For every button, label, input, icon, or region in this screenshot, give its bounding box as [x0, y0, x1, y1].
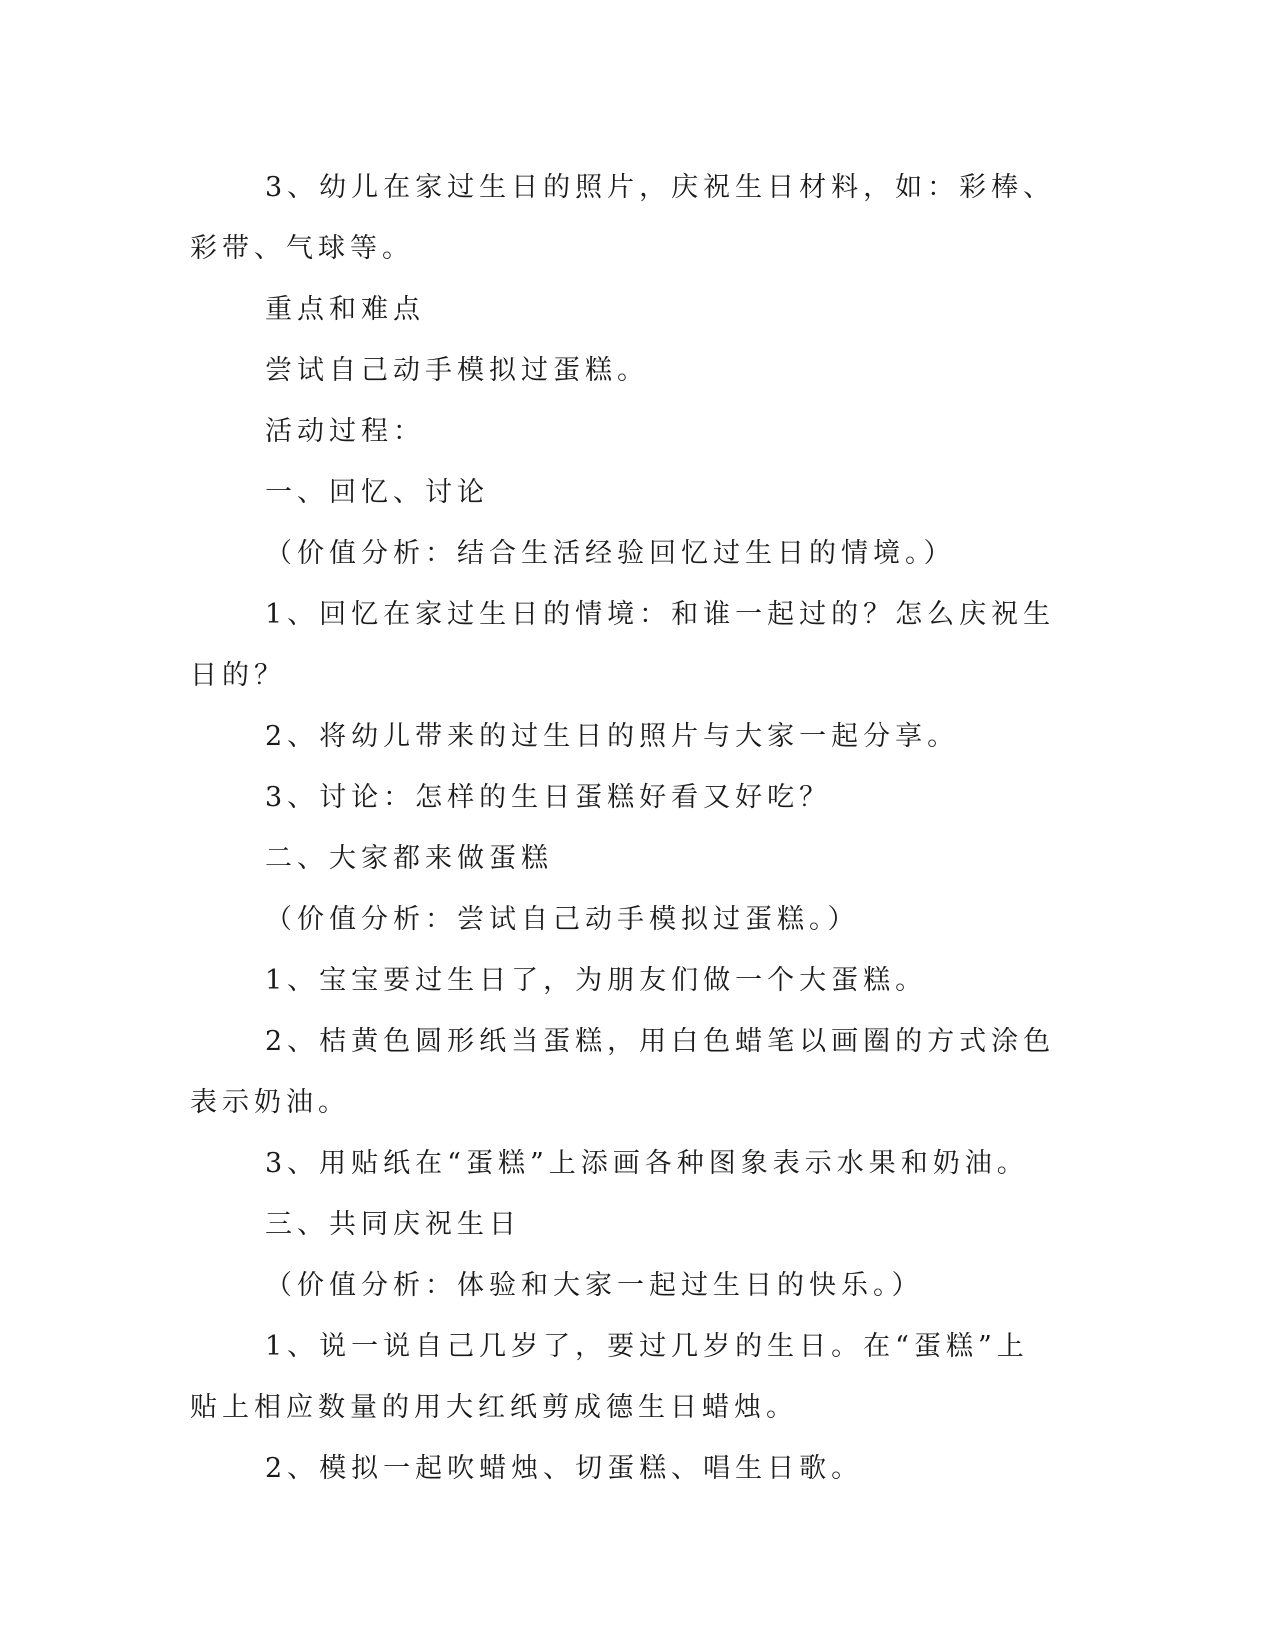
- section-heading-recall: 一、回忆、讨论: [265, 477, 489, 508]
- section-heading-make-cake: 二、大家都来做蛋糕: [265, 843, 553, 874]
- heading-key-points: 重点和难点: [265, 294, 425, 325]
- list-item: 1、宝宝要过生日了，为朋友们做一个大蛋糕。: [265, 965, 928, 996]
- section-heading-celebrate: 三、共同庆祝生日: [265, 1209, 521, 1240]
- heading-activity-process: 活动过程：: [265, 416, 425, 447]
- paragraph-materials-photos: 3、幼儿在家过生日的照片，庆祝生日材料，如：彩棒、彩带、气球等。: [190, 172, 1056, 264]
- value-analysis-3: （价值分析：体验和大家一起过生日的快乐。）: [265, 1270, 924, 1301]
- list-item: 1、回忆在家过生日的情境：和谁一起过的？怎么庆祝生日的？: [190, 599, 1056, 691]
- list-item: 1、说一说自己几岁了，要过几岁的生日。在“蛋糕”上贴上相应数量的用大红纸剪成德生日蜡烛。: [190, 1331, 1029, 1423]
- list-item: 2、模拟一起吹蜡烛、切蛋糕、唱生日歌。: [265, 1453, 864, 1484]
- value-analysis-2: （价值分析：尝试自己动手模拟过蛋糕。）: [265, 904, 860, 935]
- list-item: 3、讨论：怎样的生日蛋糕好看又好吃？: [265, 782, 832, 813]
- list-item: 3、用贴纸在“蛋糕”上添画各种图象表示水果和奶油。: [265, 1148, 1029, 1179]
- list-item: 2、将幼儿带来的过生日的照片与大家一起分享。: [265, 721, 960, 752]
- value-analysis-1: （价值分析：结合生活经验回忆过生日的情境。）: [265, 538, 956, 569]
- paragraph-key-point: 尝试自己动手模拟过蛋糕。: [265, 355, 649, 386]
- list-item: 2、桔黄色圆形纸当蛋糕，用白色蜡笔以画圈的方式涂色表示奶油。: [190, 1026, 1056, 1118]
- document-body: [190, 157, 1060, 1499]
